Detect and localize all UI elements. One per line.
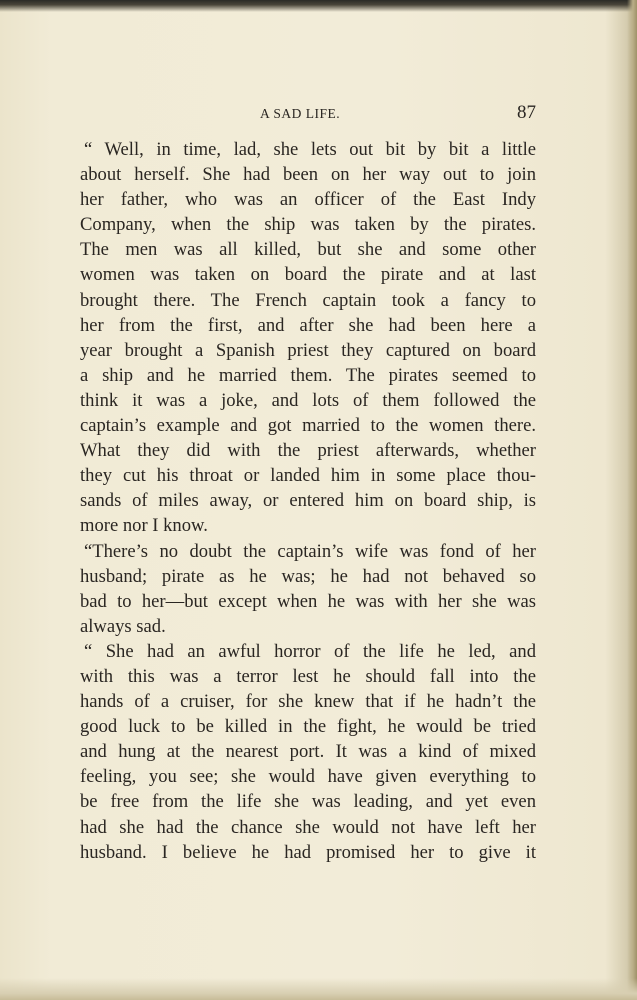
text-line: husband; pirate as he was; he had not behaved so	[80, 565, 536, 587]
text-line: women was taken on board the pirate and at last	[80, 264, 536, 286]
text-line: What they did with the priest afterwards, whether	[80, 440, 536, 462]
text-line: about herself. She had been on her way out to join	[80, 164, 536, 186]
text-line: sands of miles away, or entered him on board ship, is	[80, 490, 536, 512]
text-line: year brought a Spanish priest they captured on board	[80, 339, 536, 361]
running-title: A SAD LIFE.	[260, 106, 341, 121]
text-line: her from the first, and after she had been here a	[80, 314, 536, 336]
page-number: 87	[517, 102, 536, 123]
text-line: always sad.	[80, 615, 166, 637]
text-line: The men was all killed, but she and some other	[80, 239, 536, 261]
text-line: “ Well, in time, lad, she lets out bit by bit a little	[84, 139, 536, 160]
text-line: feeling, you see; she would have given everything to	[80, 766, 536, 788]
text-line: husband. I believe he had promised her to give it	[80, 841, 536, 863]
text-line: a ship and he married them. The pirates seemed to	[80, 364, 536, 386]
running-head	[80, 102, 536, 126]
text-line: bad to her—but except when he was with her she was	[80, 590, 536, 612]
text-line: think it was a joke, and lots of them followed the	[80, 389, 536, 411]
page-right-edge	[627, 0, 637, 1000]
text-line: with this was a terror lest he should fall into the	[80, 665, 536, 687]
text-line: hands of a cruiser, for she knew that if he hadn’t the	[80, 691, 536, 713]
text-line: and hung at the nearest port. It was a kind of mixed	[80, 741, 536, 763]
text-line: be free from the life she was leading, and yet even	[80, 791, 536, 813]
text-line: captain’s example and got married to the women there.	[80, 415, 536, 437]
text-line: good luck to be killed in the fight, he would be tried	[80, 716, 536, 738]
text-line: Company, when the ship was taken by the pirates.	[80, 214, 536, 236]
page-top-shadow	[0, 0, 637, 12]
text-line: they cut his throat or landed him in some place thou-	[80, 465, 536, 487]
page-bottom-edge	[0, 978, 637, 1000]
text-line: “ She had an awful horror of the life he led, and	[84, 640, 536, 662]
text-line: “There’s no doubt the captain’s wife was fond of her	[84, 540, 536, 562]
text-line: had she had the chance she would not have left her	[80, 816, 536, 838]
body-text	[80, 137, 536, 865]
text-line: her father, who was an officer of the East Indy	[80, 189, 536, 211]
text-line: more nor I know.	[80, 515, 208, 537]
text-line: brought there. The French captain took a fancy to	[80, 289, 536, 311]
